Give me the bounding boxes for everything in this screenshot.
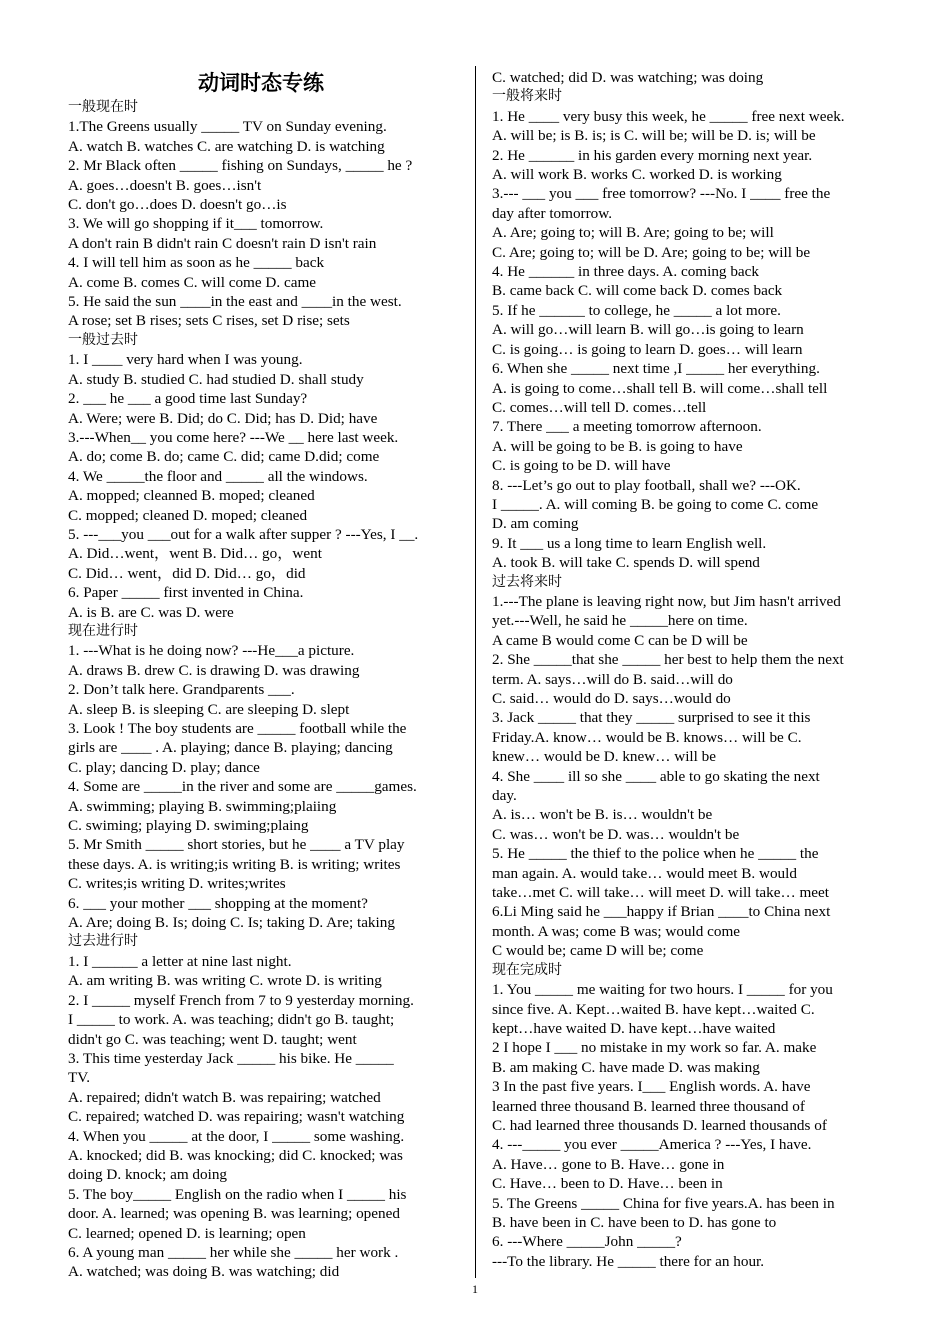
text-line: A. watched; was doing B. was watching; did [68, 1263, 340, 1281]
text-line: these days. A. is writing;is writing B. is writing; writes [68, 855, 401, 873]
text-line: term. A. says…will do B. said…will do [492, 670, 733, 688]
text-line: C. play; dancing D. play; dance [68, 758, 260, 776]
text-line: 5. The Greens _____ China for five years.A. has been in [492, 1194, 835, 1212]
text-line: C. watched; did D. was watching; was doing [492, 69, 764, 86]
text-line: C. mopped; cleaned D. moped; cleaned [68, 506, 308, 524]
text-line: 6. A young man _____ her while she _____ her work . [68, 1243, 399, 1261]
text-line: 6. ___ your mother ___ shopping at the moment? [68, 894, 368, 912]
text-line: 6.Li Ming said he ___happy if Brian ____to China next [492, 903, 831, 921]
text-line: C. don't go…does D. doesn't go…is [68, 196, 287, 214]
text-line: C. Are; going to; will be D. Are; going to be; will be [492, 243, 811, 261]
text-line: I _____ to work. A. was teaching; didn't go B. taught; [68, 1011, 395, 1029]
text-line: since five. A. Kept…waited B. have kept…waited C. [492, 1000, 815, 1018]
text-line: A. sleep B. is sleeping C. are sleeping D. slept [68, 700, 350, 718]
text-line: A. goes…doesn't B. goes…isn't [68, 176, 262, 194]
text-line: C. said… would do D. says…would do [492, 690, 731, 707]
text-line: door. A. learned; was opening B. was learning; opened [68, 1205, 400, 1223]
text-line: man again. A. would take… would meet B. would [492, 864, 797, 882]
text-line: 4. She ____ ill so she ____ able to go skating the next [492, 767, 820, 785]
text-line: C. is going… is going to learn D. goes… will learn [492, 340, 803, 358]
text-line: C would be; came D will be; come [492, 942, 704, 960]
right-column [492, 68, 892, 1271]
text-line: 3.--- ___ you ___ free tomorrow? ---No. I ____ free the [492, 185, 831, 203]
text-line: C. repaired; watched D. was repairing; wasn't watching [68, 1108, 405, 1126]
text-line: 5. He _____ the thief to the police when he _____ the [492, 845, 819, 863]
text-line: 3 In the past five years. I___ English words. A. have [492, 1078, 811, 1096]
text-line: A. study B. studied C. had studied D. shall study [68, 370, 364, 388]
text-line: 6. Paper _____ first invented in China. [68, 584, 304, 602]
text-line: 5. ---___you ___out for a walk after supper ? ---Yes, I __. [68, 525, 419, 543]
text-line: A. repaired; didn't watch B. was repairing; watched [68, 1088, 381, 1106]
text-line: A. will be going to be B. is going to have [492, 437, 743, 455]
text-line: 6. When she _____ next time ,I _____ her everything. [492, 360, 820, 378]
text-line: A. draws B. drew C. is drawing D. was drawing [68, 661, 360, 679]
text-line: A. is going to come…shall tell B. will come…shall tell [492, 379, 828, 397]
text-line: 3. Jack _____ that they _____ surprised to see it this [492, 709, 811, 727]
text-line: 5. He said the sun ____in the east and ____in the west. [68, 293, 402, 311]
text-line: A don't rain B didn't rain C doesn't rain D isn't rain [68, 234, 377, 252]
text-line: 3.---When__ you come here? ---We __ here last week. [68, 428, 399, 446]
text-line: 1. You _____ me waiting for two hours. I _____ for you [492, 981, 833, 999]
section-heading: 过去将来时 [492, 573, 562, 590]
text-line: 5. If he ______ to college, he _____ a lot more. [492, 301, 781, 319]
left-column [68, 68, 460, 1282]
text-line: 4. Some are _____in the river and some are _____games. [68, 778, 417, 796]
text-line: 4. I will tell him as soon as he _____ back [68, 254, 325, 272]
text-line: 2. She _____that she _____ her best to help them the next [492, 651, 844, 669]
text-line: A. Have… gone to B. Have… gone in [492, 1155, 725, 1173]
text-line: doing D. knock; am doing [68, 1166, 228, 1184]
text-line: kept…have waited D. have kept…have waited [492, 1019, 776, 1037]
text-line: C. learned; opened D. is learning; open [68, 1224, 306, 1242]
text-line: A. am writing B. was writing C. wrote D. is writing [68, 972, 382, 990]
text-line: A. come B. comes C. will come D. came [68, 273, 316, 291]
text-line: A. knocked; did B. was knocking; did C. knocked; was [68, 1146, 403, 1164]
text-line: 1. I ____ very hard when I was young. [68, 351, 303, 369]
page-number: 1 [472, 1282, 478, 1296]
text-line: 7. There ___ a meeting tomorrow afternoon. [492, 418, 762, 436]
text-line: A. is… won't be B. is… wouldn't be [492, 806, 713, 824]
text-line: C. had learned three thousands D. learned thousands of [492, 1116, 827, 1134]
document-title: 动词时态专练 [198, 71, 324, 95]
section-heading: 一般过去时 [68, 331, 138, 348]
text-line: 6. ---Where _____John _____? [492, 1233, 682, 1251]
text-line: A. will be; is B. is; is C. will be; will be D. is; will be [492, 127, 816, 145]
text-line: A. Did…went，went B. Did… go，went [68, 545, 322, 563]
text-line: take…met C. will take… will meet D. will take… meet [492, 884, 829, 902]
text-line: 1. ---What is he doing now? ---He___a picture. [68, 642, 355, 660]
text-line: C. writes;is writing D. writes;writes [68, 875, 286, 893]
text-line: 5. The boy_____ English on the radio when I _____ his [68, 1185, 407, 1203]
text-line: A rose; set B rises; sets C rises, set D rise; sets [68, 312, 350, 330]
text-line: 8. ---Let’s go out to play football, shall we? ---OK. [492, 476, 801, 494]
text-line: learned three thousand B. learned three thousand of [492, 1097, 805, 1115]
text-line: C. was… won't be D. was… wouldn't be [492, 825, 740, 843]
text-line: A. is B. are C. was D. were [68, 603, 234, 621]
text-line: 1. I ______ a letter at nine last night. [68, 952, 292, 970]
text-line: 1.---The plane is leaving right now, but Jim hasn't arrived [492, 592, 841, 610]
text-line: A. will work B. works C. worked D. is working [492, 166, 782, 184]
text-line: knew… would be D. knew… will be [492, 748, 716, 766]
text-line: A. Were; were B. Did; do C. Did; has D. Did; have [68, 409, 378, 427]
section-heading: 过去进行时 [68, 933, 138, 950]
column-divider [475, 66, 476, 1278]
text-line: A. swimming; playing B. swimming;plaiing [68, 797, 337, 815]
text-line: ---To the library. He _____ there for an hour. [492, 1252, 765, 1270]
text-line: 5. Mr Smith _____ short stories, but he ____ a TV play [68, 836, 405, 854]
text-line: D. am coming [492, 515, 579, 533]
text-line: I _____. A. will coming B. be going to come C. come [492, 495, 819, 513]
text-line: Friday.A. know… would be B. knows… will be C. [492, 728, 802, 746]
text-line: day after tomorrow. [492, 204, 613, 222]
text-line: 2. He ______ in his garden every morning next year. [492, 146, 813, 164]
text-line: girls are ____ . A. playing; dance B. playing; dancing [68, 739, 393, 757]
text-line: 3. We will go shopping if it___ tomorrow. [68, 215, 324, 233]
text-line: 1. He ____ very busy this week, he _____ free next week. [492, 107, 845, 125]
text-line: C. swiming; playing D. swiming;plaing [68, 817, 309, 835]
text-line: 4. When you _____ at the door, I _____ some washing. [68, 1127, 405, 1145]
text-line: A. do; come B. do; came C. did; came D.did; come [68, 448, 380, 466]
text-line: B. came back C. will come back D. comes back [492, 282, 783, 300]
text-line: B. am making C. have made D. was making [492, 1058, 760, 1076]
section-heading: 现在完成时 [492, 961, 562, 978]
text-line: A. watch B. watches C. are watching D. is watching [68, 137, 385, 155]
text-line: 2. Mr Black often _____ fishing on Sundays, _____ he ? [68, 157, 413, 175]
text-line: month. A was; come B was; would come [492, 922, 741, 940]
text-line: TV. [68, 1069, 91, 1087]
text-line: C. is going to be D. will have [492, 457, 671, 475]
text-line: 4. ---_____ you ever _____America ? ---Yes, I have. [492, 1136, 812, 1154]
text-line: 2. Don’t talk here. Grandparents ___. [68, 681, 295, 699]
text-line: C. comes…will tell D. comes…tell [492, 398, 707, 416]
text-line: 1.The Greens usually _____ TV on Sunday evening. [68, 118, 387, 136]
section-heading: 现在进行时 [68, 622, 138, 639]
text-line: A. took B. will take C. spends D. will spend [492, 554, 760, 572]
text-line: A. Are; doing B. Is; doing C. Is; taking D. Are; taking [68, 914, 395, 932]
text-line: didn't go C. was teaching; went D. taught; went [68, 1030, 357, 1048]
text-line: yet.---Well, he said he _____here on time. [492, 612, 748, 630]
text-line: 4. We _____the floor and _____ all the windows. [68, 467, 368, 485]
text-line: 4. He ______ in three days. A. coming back [492, 263, 759, 281]
text-line: A. will go…will learn B. will go…is going to learn [492, 321, 804, 339]
text-line: C. Did… went，did D. Did… go，did [68, 564, 306, 582]
text-line: 2 I hope I ___ no mistake in my work so far. A. make [492, 1039, 817, 1057]
section-heading: 一般将来时 [492, 88, 562, 105]
text-line: 2. ___ he ___ a good time last Sunday? [68, 390, 308, 408]
text-line: B. have been in C. have been to D. has gone to [492, 1213, 777, 1231]
section-heading: 一般现在时 [68, 99, 138, 115]
text-line: A. Are; going to; will B. Are; going to be; will [492, 224, 774, 242]
text-line: 3. Look ! The boy students are _____ football while the [68, 720, 407, 737]
text-line: 3. This time yesterday Jack _____ his bike. He _____ [68, 1049, 394, 1067]
text-line: C. Have… been to D. Have… been in [492, 1175, 723, 1193]
text-line: 9. It ___ us a long time to learn English well. [492, 534, 767, 552]
text-line: 2. I _____ myself French from 7 to 9 yesterday morning. [68, 991, 414, 1009]
text-line: A came B would come C can be D will be [492, 631, 748, 649]
text-line: A. mopped; cleanned B. moped; cleaned [68, 487, 315, 505]
text-line: day. [492, 787, 517, 805]
